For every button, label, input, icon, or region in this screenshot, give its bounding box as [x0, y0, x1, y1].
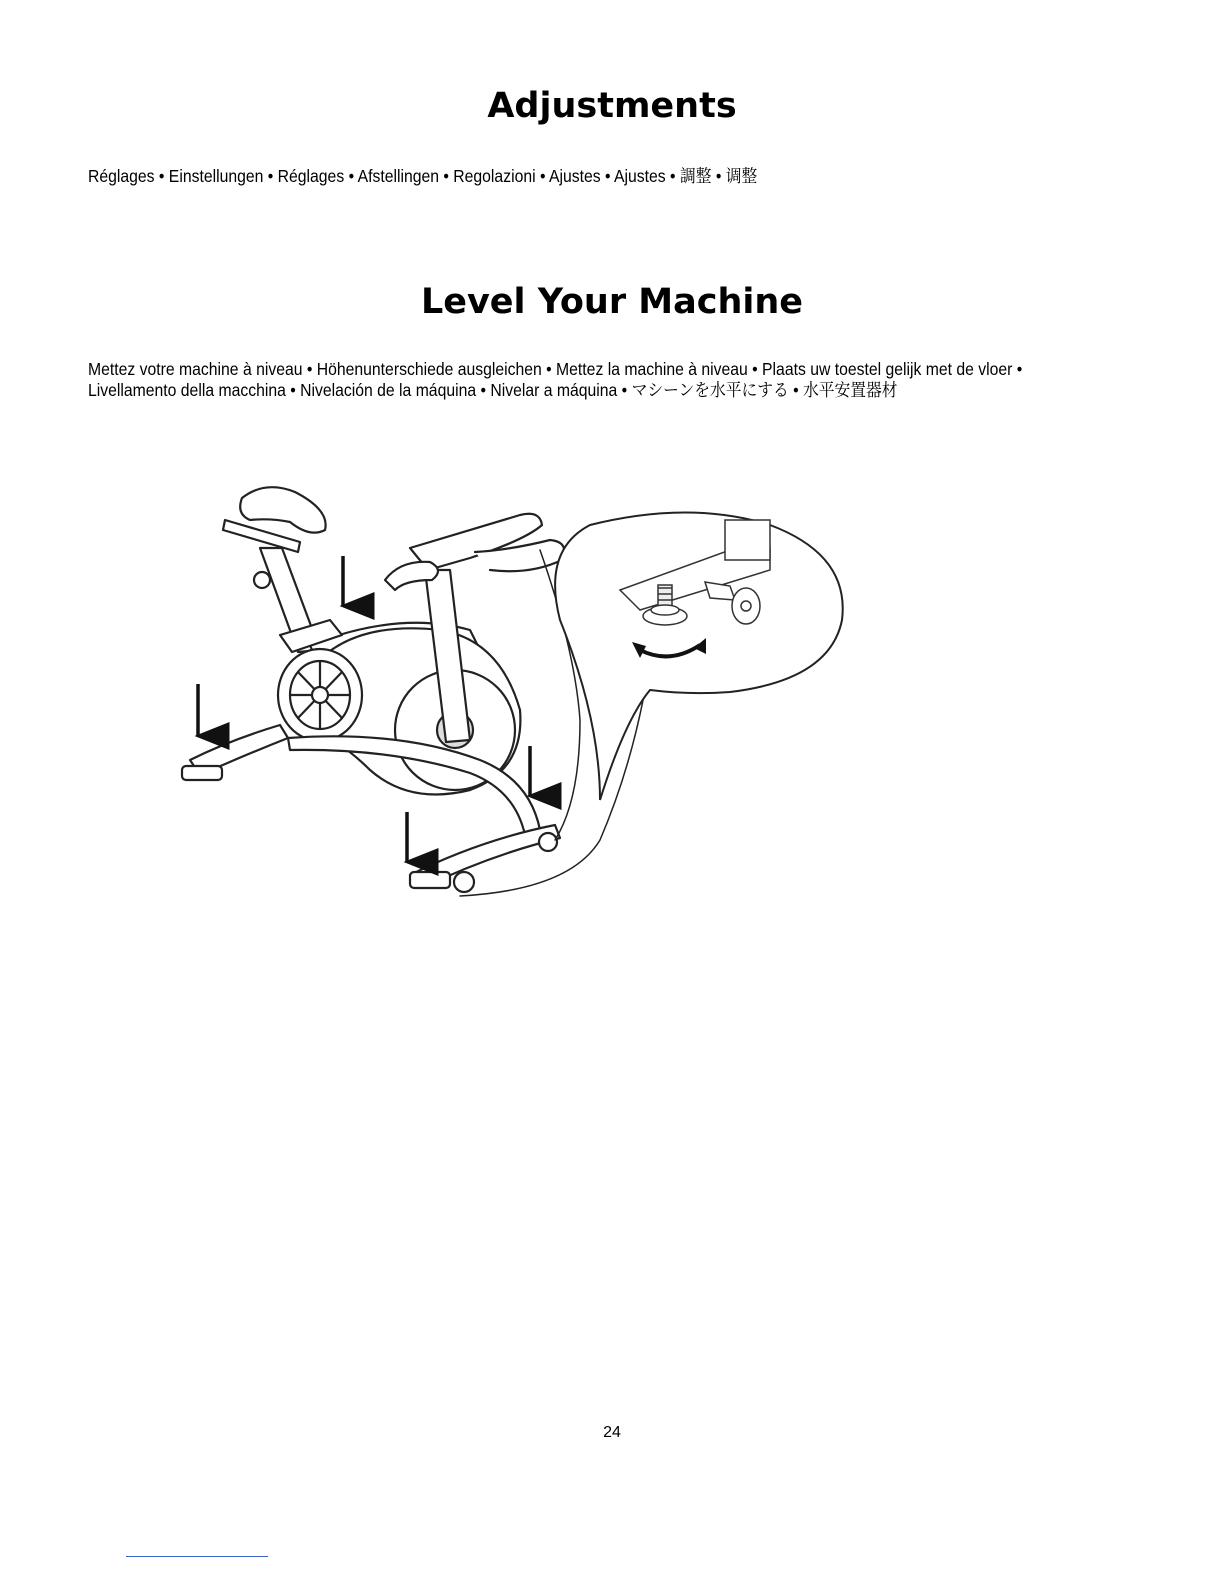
- page-subtitle-translations: Réglages • Einstellungen • Réglages • Afstellingen • Regolazioni • Ajustes • Ajustes • 調整 • 调整: [88, 166, 758, 186]
- page-number: 24: [603, 1424, 621, 1441]
- bike-leveling-figure: [170, 470, 870, 920]
- footnote-rule: [126, 1556, 268, 1557]
- section-subtitle-translations: Mettez votre machine à niveau • Höhenunterschiede ausgleichen • Mettez la machine à niveau • Plaats uw toestel gelijk met de vloer • Livellamento della macchina • Nivelación de la máquina • Nivelar a máquina • マシーンを水平にする • 水平安置器材: [88, 359, 1023, 400]
- page-title: Adjustments: [487, 86, 737, 126]
- leveling-foot-detail: [555, 513, 843, 801]
- section-title: Level Your Machine: [420, 282, 804, 322]
